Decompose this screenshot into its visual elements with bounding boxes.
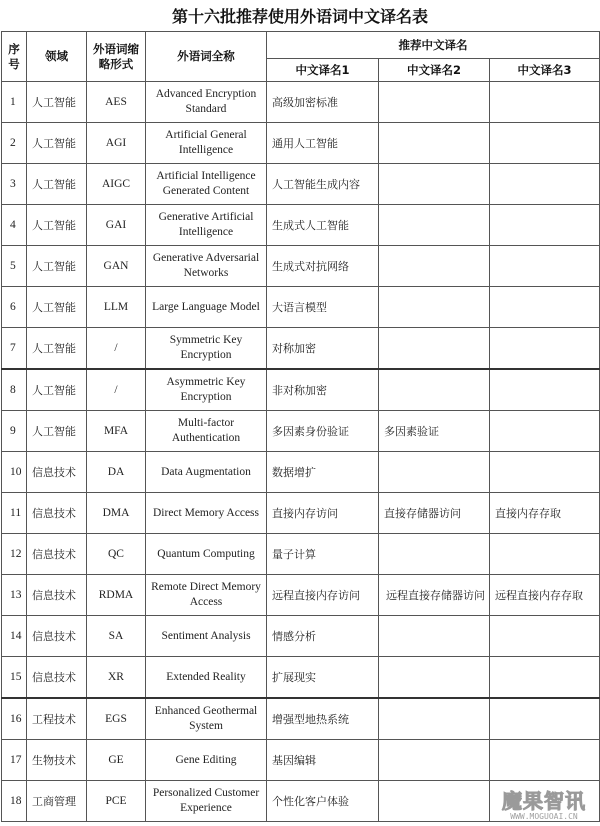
table-row	[2, 452, 600, 493]
cell-zh2: 直接存储器访问	[379, 493, 490, 534]
table-row	[2, 657, 600, 699]
cell-zh1: 基因编辑	[267, 740, 379, 781]
cell-zh3	[490, 246, 600, 287]
cell-zh1: 扩展现实	[267, 657, 379, 699]
table-row	[2, 246, 600, 287]
cell-domain: 信息技术	[27, 452, 87, 493]
table-row	[2, 411, 600, 452]
translation-table	[1, 31, 600, 822]
cell-zh1: 生成式人工智能	[267, 205, 379, 246]
cell-num: 16	[2, 698, 27, 740]
cell-zh2	[379, 123, 490, 164]
cell-zh1: 通用人工智能	[267, 123, 379, 164]
cell-num: 2	[2, 123, 27, 164]
header-recommended: 推荐中文译名	[267, 32, 600, 59]
cell-full-name: Extended Reality	[146, 657, 267, 699]
cell-domain: 人工智能	[27, 411, 87, 452]
cell-full-name: Data Augmentation	[146, 452, 267, 493]
cell-zh1: 对称加密	[267, 328, 379, 370]
table-body	[2, 82, 600, 822]
cell-zh1: 个性化客户体验	[267, 781, 379, 822]
cell-zh2	[379, 164, 490, 205]
cell-num: 17	[2, 740, 27, 781]
cell-full-name: Generative Adversarial Networks	[146, 246, 267, 287]
cell-zh2	[379, 369, 490, 411]
cell-num: 10	[2, 452, 27, 493]
cell-abbr: /	[87, 328, 146, 370]
cell-zh1: 人工智能生成内容	[267, 164, 379, 205]
cell-abbr: GAN	[87, 246, 146, 287]
cell-zh3: 直接内存存取	[490, 493, 600, 534]
cell-num: 18	[2, 781, 27, 822]
cell-zh3	[490, 369, 600, 411]
cell-domain: 人工智能	[27, 164, 87, 205]
table-row	[2, 575, 600, 616]
cell-zh3	[490, 698, 600, 740]
cell-zh3	[490, 616, 600, 657]
table-row	[2, 205, 600, 246]
cell-zh3	[490, 287, 600, 328]
table-row	[2, 82, 600, 123]
cell-zh2	[379, 781, 490, 822]
cell-zh2	[379, 740, 490, 781]
cell-abbr: SA	[87, 616, 146, 657]
cell-zh3	[490, 740, 600, 781]
cell-zh1: 增强型地热系统	[267, 698, 379, 740]
cell-domain: 人工智能	[27, 328, 87, 370]
cell-num: 7	[2, 328, 27, 370]
cell-zh1: 生成式对抗网络	[267, 246, 379, 287]
cell-domain: 信息技术	[27, 534, 87, 575]
cell-full-name: Remote Direct Memory Access	[146, 575, 267, 616]
cell-zh2	[379, 328, 490, 370]
cell-zh3: 远程直接内存存取	[490, 575, 600, 616]
cell-full-name: Generative Artificial Intelligence	[146, 205, 267, 246]
cell-full-name: Quantum Computing	[146, 534, 267, 575]
cell-abbr: AIGC	[87, 164, 146, 205]
cell-zh3	[490, 123, 600, 164]
cell-zh1: 量子计算	[267, 534, 379, 575]
cell-num: 4	[2, 205, 27, 246]
cell-zh3	[490, 82, 600, 123]
cell-zh1: 情感分析	[267, 616, 379, 657]
cell-abbr: GAI	[87, 205, 146, 246]
cell-full-name: Advanced Encryption Standard	[146, 82, 267, 123]
cell-zh3	[490, 781, 600, 822]
cell-full-name: Large Language Model	[146, 287, 267, 328]
cell-num: 5	[2, 246, 27, 287]
cell-abbr: LLM	[87, 287, 146, 328]
cell-full-name: Gene Editing	[146, 740, 267, 781]
cell-abbr: MFA	[87, 411, 146, 452]
table-row	[2, 328, 600, 370]
cell-domain: 生物技术	[27, 740, 87, 781]
table-row	[2, 534, 600, 575]
table-row	[2, 781, 600, 822]
cell-zh2	[379, 657, 490, 699]
cell-abbr: EGS	[87, 698, 146, 740]
cell-zh2	[379, 287, 490, 328]
cell-abbr: AGI	[87, 123, 146, 164]
cell-domain: 人工智能	[27, 205, 87, 246]
cell-domain: 信息技术	[27, 657, 87, 699]
cell-num: 9	[2, 411, 27, 452]
cell-full-name: Direct Memory Access	[146, 493, 267, 534]
cell-abbr: /	[87, 369, 146, 411]
cell-zh2	[379, 616, 490, 657]
cell-num: 11	[2, 493, 27, 534]
header-zh1: 中文译名1	[267, 59, 379, 82]
table-row	[2, 164, 600, 205]
cell-zh3	[490, 452, 600, 493]
cell-abbr: RDMA	[87, 575, 146, 616]
cell-zh3	[490, 164, 600, 205]
cell-zh1: 直接内存访问	[267, 493, 379, 534]
cell-full-name: Sentiment Analysis	[146, 616, 267, 657]
cell-domain: 信息技术	[27, 616, 87, 657]
cell-zh3	[490, 205, 600, 246]
table-row	[2, 616, 600, 657]
cell-num: 14	[2, 616, 27, 657]
cell-zh3	[490, 411, 600, 452]
cell-domain: 人工智能	[27, 123, 87, 164]
cell-zh2	[379, 246, 490, 287]
cell-zh3	[490, 657, 600, 699]
cell-num: 12	[2, 534, 27, 575]
cell-num: 6	[2, 287, 27, 328]
cell-abbr: XR	[87, 657, 146, 699]
page-title: 第十六批推荐使用外语词中文译名表	[171, 7, 428, 26]
table-row	[2, 698, 600, 740]
cell-domain: 信息技术	[27, 575, 87, 616]
cell-domain: 人工智能	[27, 246, 87, 287]
watermark-url: WWW.MOGUOAI.CN	[510, 812, 578, 821]
cell-zh1: 非对称加密	[267, 369, 379, 411]
cell-zh1: 大语言模型	[267, 287, 379, 328]
cell-zh2: 远程直接存储器访问	[379, 575, 490, 616]
table-row	[2, 493, 600, 534]
cell-num: 8	[2, 369, 27, 411]
cell-domain: 信息技术	[27, 493, 87, 534]
cell-zh1: 远程直接内存访问	[267, 575, 379, 616]
cell-abbr: DMA	[87, 493, 146, 534]
cell-abbr: DA	[87, 452, 146, 493]
cell-full-name: Asymmetric Key Encryption	[146, 369, 267, 411]
cell-zh2	[379, 82, 490, 123]
cell-zh1: 高级加密标准	[267, 82, 379, 123]
cell-domain: 人工智能	[27, 287, 87, 328]
cell-zh2	[379, 452, 490, 493]
header-num: 序号	[2, 32, 27, 82]
cell-domain: 人工智能	[27, 369, 87, 411]
cell-zh2	[379, 205, 490, 246]
cell-abbr: AES	[87, 82, 146, 123]
cell-zh1: 数据增扩	[267, 452, 379, 493]
cell-domain: 工程技术	[27, 698, 87, 740]
watermark-text: 魔果智讯	[502, 789, 586, 813]
cell-zh3	[490, 534, 600, 575]
cell-zh1: 多因素身份验证	[267, 411, 379, 452]
table-row	[2, 287, 600, 328]
table-row	[2, 369, 600, 411]
header-domain: 领域	[27, 32, 87, 82]
cell-full-name: Multi-factor Authentication	[146, 411, 267, 452]
cell-num: 3	[2, 164, 27, 205]
cell-domain: 工商管理	[27, 781, 87, 822]
cell-num: 15	[2, 657, 27, 699]
cell-full-name: Artificial Intelligence Generated Content	[146, 164, 267, 205]
cell-zh2	[379, 698, 490, 740]
header-full-name: 外语词全称	[146, 32, 267, 82]
header-zh2: 中文译名2	[379, 59, 490, 82]
cell-domain: 人工智能	[27, 82, 87, 123]
cell-zh2	[379, 534, 490, 575]
table-row	[2, 123, 600, 164]
cell-full-name: Artificial General Intelligence	[146, 123, 267, 164]
cell-abbr: PCE	[87, 781, 146, 822]
cell-num: 1	[2, 82, 27, 123]
cell-full-name: Symmetric Key Encryption	[146, 328, 267, 370]
table-row	[2, 740, 600, 781]
cell-abbr: GE	[87, 740, 146, 781]
cell-full-name: Enhanced Geothermal System	[146, 698, 267, 740]
cell-zh3	[490, 328, 600, 370]
cell-full-name: Personalized Customer Experience	[146, 781, 267, 822]
cell-num: 13	[2, 575, 27, 616]
header-zh3: 中文译名3	[490, 59, 600, 82]
cell-zh2: 多因素验证	[379, 411, 490, 452]
header-abbr: 外语词缩略形式	[87, 32, 146, 82]
cell-abbr: QC	[87, 534, 146, 575]
